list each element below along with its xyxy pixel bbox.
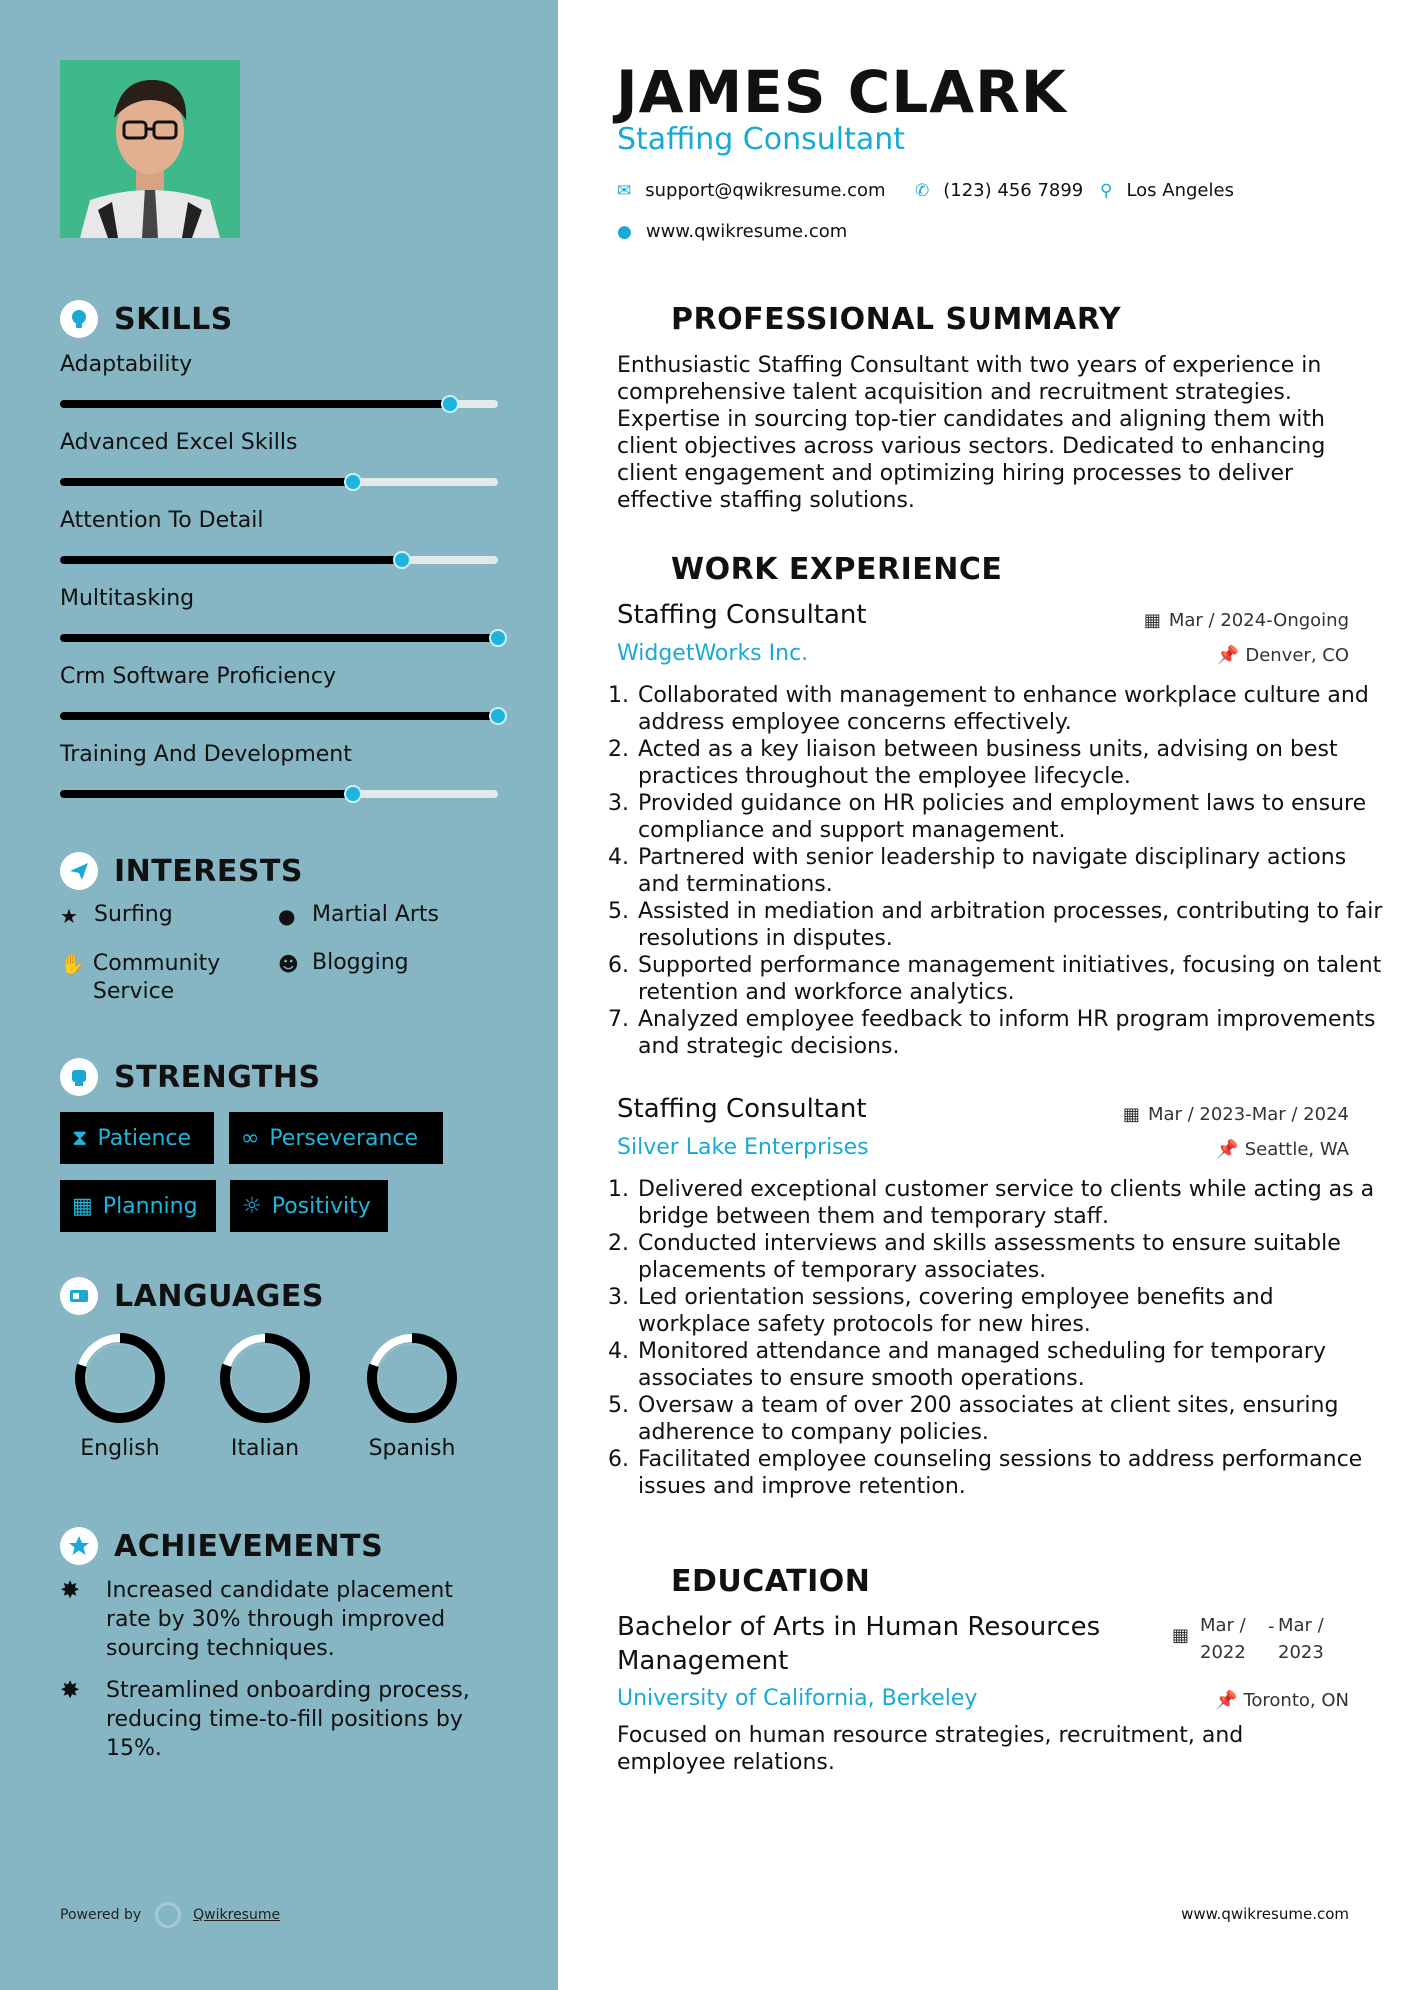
skill-item (60, 586, 500, 611)
language-item (60, 1330, 180, 1461)
job-location-text: Seattle, WA (1244, 1139, 1349, 1160)
skill-level-knob (344, 473, 362, 491)
interests-title: INTERESTS (114, 853, 303, 889)
globe-icon: ● (617, 221, 632, 242)
strength-tag (229, 1112, 443, 1164)
trophy-star-icon (60, 1527, 98, 1565)
sidebar (0, 0, 558, 1990)
qwikresume-logo-icon (155, 1902, 181, 1928)
job-bullet: 5. Assisted in mediation and arbitration processes, contributing to fair resolutions in disputes. (636, 898, 1386, 952)
interest-label: Community Service (92, 951, 221, 1004)
skill-item (60, 430, 500, 455)
lightbulb-icon (60, 300, 98, 338)
skill-item (60, 664, 500, 689)
skill-track (60, 790, 498, 798)
interests-header (60, 852, 303, 890)
skill-level-fill (60, 634, 498, 642)
contact-email[interactable] (617, 180, 886, 201)
skill-label: Multitasking (60, 586, 195, 611)
skill-level-knob (489, 629, 507, 647)
job-bullet: 6. Facilitated employee counseling sessions to address performance issues and improve retention. (636, 1446, 1386, 1500)
job-title: Staffing Consultant (617, 600, 867, 630)
users-icon: ☻ (278, 952, 299, 976)
globe-icon: ● (278, 904, 296, 928)
skill-level-fill (60, 478, 353, 486)
language-item (205, 1330, 325, 1461)
language-level-ring (72, 1330, 168, 1426)
powered-by-label: Powered by (60, 1907, 142, 1923)
calendar-icon: ▦ (1122, 1104, 1140, 1125)
job-date (1144, 610, 1349, 631)
sun-icon: ☼ (242, 1193, 262, 1219)
office-chair-icon (617, 550, 655, 588)
education-date-separator: - (1268, 1616, 1275, 1637)
contact-phone-text: (123) 456 7899 (943, 180, 1084, 201)
map-pin-icon: ⚲ (1100, 180, 1113, 201)
language-card-icon (60, 1277, 98, 1315)
summary-text: Enthusiastic Staffing Consultant with two years of experience in comprehensive talent acquisition and recruitment strategies. Expertise in sourcing top-tier candidates and aligning them with client objectives across various sectors. Dedicated to enhancing client engagement and optimizing hiring processes to deliver effective staffing solutions. (617, 353, 1326, 513)
interest-item (60, 950, 250, 1006)
pushpin-icon: 📌 (1216, 1139, 1239, 1160)
education-degree: Bachelor of Arts in Human Resources Management (617, 1612, 1101, 1676)
candidate-role: Staffing Consultant (617, 122, 906, 157)
interest-item (278, 902, 439, 930)
achievement-item (60, 1676, 500, 1763)
skill-item (60, 742, 500, 767)
strength-label: Patience (97, 1125, 192, 1151)
skill-level-fill (60, 556, 402, 564)
job-bullet: 1. Collaborated with management to enhance workplace culture and address employee concerns effectively. (636, 682, 1386, 736)
interest-label: Surfing (94, 902, 173, 927)
job-bullet: 1. Delivered exceptional customer service to clients while acting as a bridge between them and temporary staff. (636, 1176, 1386, 1230)
experience-title: WORK EXPERIENCE (671, 551, 1003, 587)
job-bullets (612, 1176, 1386, 1500)
job-date-text: Mar / 2023-Mar / 2024 (1147, 1104, 1349, 1125)
star-burst-icon: ✸ (60, 1676, 81, 1704)
calendar-icon: ▦ (1172, 1625, 1190, 1646)
skill-label: Adaptability (60, 352, 193, 377)
skill-item (60, 508, 500, 533)
job-bullet: 4. Partnered with senior leadership to navigate disciplinary actions and terminations. (636, 844, 1386, 898)
job-company: Silver Lake Enterprises (617, 1135, 869, 1160)
language-item (352, 1330, 472, 1461)
education-description: Focused on human resource strategies, recruitment, and employee relations. (617, 1723, 1244, 1775)
pushpin-icon: 📌 (1215, 1690, 1238, 1711)
job-bullet: 2. Conducted interviews and skills assessments to ensure suitable placements of temporary associates. (636, 1230, 1386, 1284)
user-icon (617, 300, 655, 338)
job-location (1217, 645, 1349, 666)
contact-location (1100, 180, 1234, 201)
profile-photo (60, 60, 240, 238)
contact-website[interactable] (617, 221, 847, 242)
skill-level-knob (441, 395, 459, 413)
skill-level-knob (393, 551, 411, 569)
strength-tag (60, 1112, 214, 1164)
achievements-title: ACHIEVEMENTS (114, 1528, 384, 1564)
skill-label: Training And Development (60, 742, 352, 767)
interest-item (60, 902, 173, 930)
job-company: WidgetWorks Inc. (617, 641, 809, 666)
strengths-header (60, 1058, 321, 1096)
job-bullet: 2. Acted as a key liaison between business units, advising on best practices throughout the employee lifecycle. (636, 736, 1386, 790)
contact-website-text: www.qwikresume.com (645, 221, 848, 242)
skills-header (60, 300, 233, 338)
candidate-name: JAMES CLARK (616, 58, 1067, 126)
graduation-cap-icon (617, 1562, 655, 1600)
language-level-ring (364, 1330, 460, 1426)
strengths-title: STRENGTHS (114, 1059, 321, 1095)
phone-icon: ✆ (915, 180, 930, 201)
job-bullet: 3. Led orientation sessions, covering employee benefits and workplace safety protocols for new hires. (636, 1284, 1386, 1338)
languages-title: LANGUAGES (114, 1278, 324, 1314)
calendar-icon: ▦ (1143, 610, 1161, 631)
skill-label: Crm Software Proficiency (60, 664, 336, 689)
achievements-header (60, 1527, 383, 1565)
job-bullet: 4. Monitored attendance and managed scheduling for temporary associates to ensure smooth operations. (636, 1338, 1386, 1392)
education-location-text: Toronto, ON (1243, 1690, 1349, 1711)
strength-label: Positivity (271, 1193, 371, 1219)
skill-track (60, 556, 498, 564)
interest-item (278, 950, 409, 978)
job-date-text: Mar / 2024-Ongoing (1168, 610, 1349, 631)
strength-tag (60, 1180, 216, 1232)
education-location (1215, 1690, 1349, 1711)
language-level-ring (217, 1330, 313, 1426)
job-bullet: 3. Provided guidance on HR policies and employment laws to ensure compliance and support management. (636, 790, 1386, 844)
hand-icon: ✋ (60, 952, 85, 976)
binoculars-icon: ∞ (241, 1125, 260, 1151)
summary-header (617, 300, 1121, 338)
achievement-item (60, 1576, 500, 1663)
powered-by-brand-link[interactable]: Qwikresume (193, 1907, 281, 1923)
achievement-text: Streamlined onboarding process, reducing time-to-fill positions by 15%. (106, 1678, 470, 1761)
job-location (1216, 1139, 1349, 1160)
skills-title: SKILLS (114, 301, 233, 337)
star-burst-icon: ✸ (60, 1576, 81, 1604)
skill-track (60, 634, 498, 642)
language-label: Italian (230, 1436, 300, 1461)
skill-track (60, 712, 498, 720)
job-bullet: 5. Oversaw a team of over 200 associates at client sites, ensuring adherence to company policies. (636, 1392, 1386, 1446)
skill-track (60, 478, 498, 486)
interest-label: Martial Arts (312, 902, 440, 927)
achievement-text: Increased candidate placement rate by 30% through improved sourcing techniques. (106, 1578, 453, 1661)
job-title: Staffing Consultant (617, 1094, 867, 1124)
fist-icon (60, 1058, 98, 1096)
powered-by (60, 1902, 280, 1928)
job-bullet: 6. Supported performance management initiatives, focusing on talent retention and workforce analytics. (636, 952, 1386, 1006)
skill-level-fill (60, 790, 353, 798)
paper-plane-icon (60, 852, 98, 890)
calendar-icon: ▦ (72, 1193, 93, 1219)
star-icon: ★ (60, 904, 78, 928)
job-bullet: 7. Analyzed employee feedback to inform HR program improvements and strategic decisions. (636, 1006, 1386, 1060)
education-header (617, 1562, 870, 1600)
experience-header (617, 550, 1002, 588)
skill-level-knob (489, 707, 507, 725)
skill-level-fill (60, 400, 450, 408)
language-label: Spanish (368, 1436, 456, 1461)
envelope-icon: ✉ (617, 180, 632, 201)
contact-email-text: support@qwikresume.com (645, 180, 886, 201)
job-bullets (612, 682, 1386, 1060)
summary-title: PROFESSIONAL SUMMARY (671, 301, 1122, 337)
skill-track (60, 400, 498, 408)
job-date (1123, 1104, 1349, 1125)
contact-phone[interactable] (915, 180, 1083, 201)
hourglass-icon: ⧗ (72, 1125, 88, 1151)
footer-website[interactable]: www.qwikresume.com (1181, 1905, 1349, 1923)
education-title: EDUCATION (671, 1563, 871, 1599)
job-location-text: Denver, CO (1245, 645, 1349, 666)
pushpin-icon: 📌 (1216, 645, 1240, 666)
education-start-date: Mar / 2022 (1200, 1615, 1246, 1663)
skill-level-fill (60, 712, 498, 720)
strength-tag (230, 1180, 388, 1232)
interest-label: Blogging (312, 950, 409, 975)
strength-label: Planning (102, 1193, 198, 1219)
education-school: University of California, Berkeley (617, 1686, 978, 1711)
skill-item (60, 352, 500, 377)
skill-label: Attention To Detail (60, 508, 264, 533)
strength-label: Perseverance (269, 1125, 419, 1151)
education-end-date: Mar / 2023 (1278, 1615, 1324, 1663)
language-label: English (80, 1436, 160, 1461)
contact-location-text: Los Angeles (1126, 180, 1234, 201)
skill-level-knob (344, 785, 362, 803)
languages-header (60, 1277, 324, 1315)
skill-label: Advanced Excel Skills (60, 430, 298, 455)
